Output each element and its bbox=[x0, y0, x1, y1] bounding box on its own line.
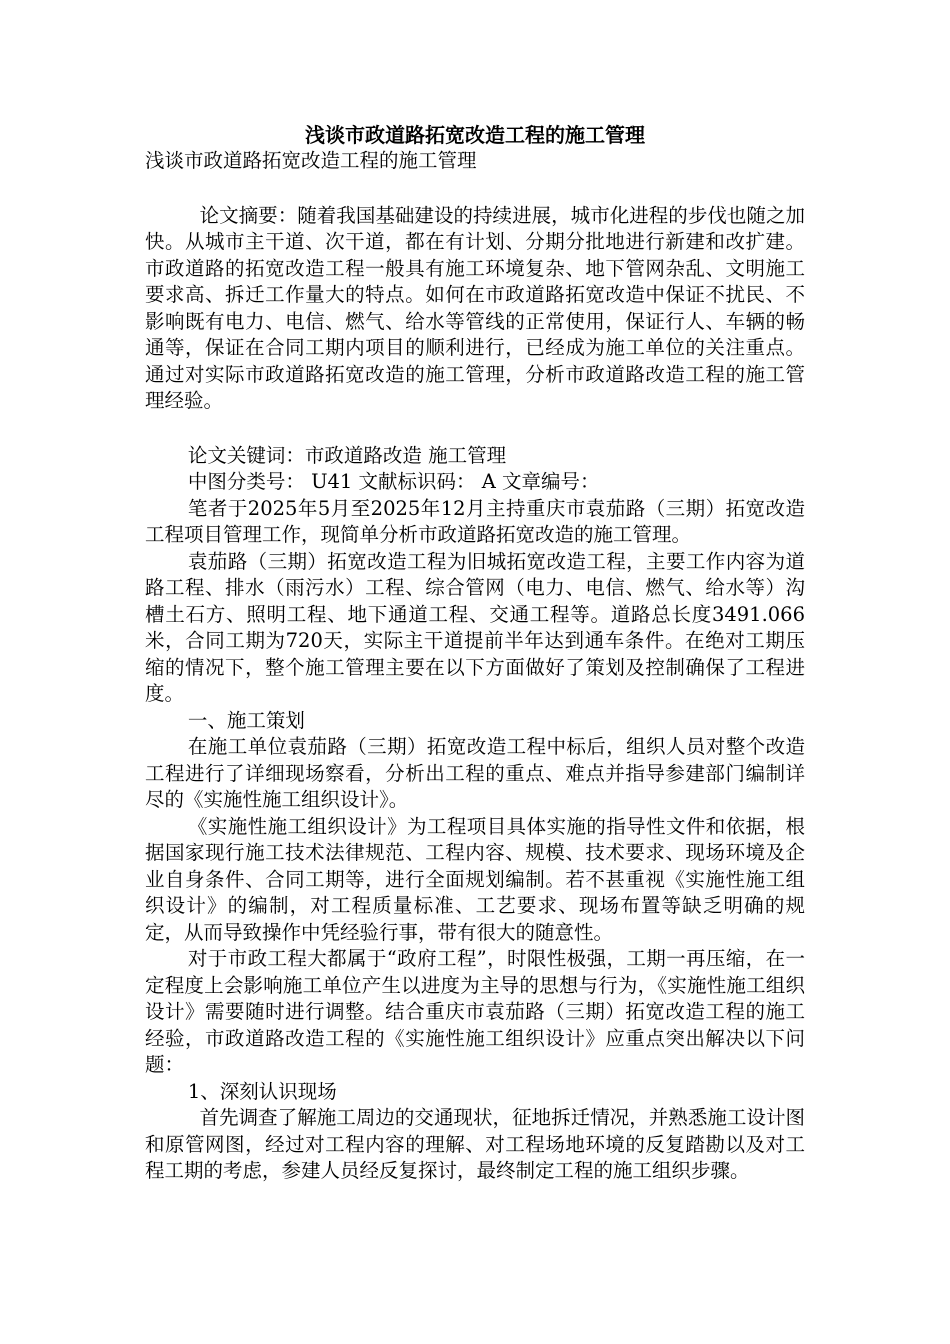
paragraph: 对于市政工程大都属于“政府工程”，时限性极强，工期一再压缩，在一定程度上会影响施工单位产生以进度为主导的思想与行为，《实施性施工组织设计》需要随时进行调整。结合重庆市袁茄路（三期）拓宽改造工程的施工经验，市政道路改造工程的《实施性施工组织设计》应重点突出解决以下问题： bbox=[145, 947, 805, 1076]
subsection-heading: 1、深刻认识现场 bbox=[187, 1079, 337, 1103]
abstract-paragraph: 论文摘要：随着我国基础建设的持续进展，城市化进程的步伐也随之加快。从城市主干道、次干道，都在有计划、分期分批地进行新建和改扩建。市政道路的拓宽改造工程一般具有施工环境复杂、地下管网杂乱、文明施工要求高、拆迁工作量大的特点。如何在市政道路拓宽改造中保证不扰民、不影响既有电力、电信、燃气、给水等管线的正常使用，保证行人、车辆的畅通等，保证在合同工期内项目的顺利进行，已经成为施工单位的关注重点。通过对实际市政道路拓宽改造的施工管理，分析市政道路改造工程的施工管理经验。 bbox=[145, 203, 805, 412]
paragraph: 笔者于2025年5月至2025年12月主持重庆市袁茄路（三期）拓宽改造工程项目管理工作，现简单分析市政道路拓宽改造的施工管理。 bbox=[145, 496, 805, 546]
paragraph: 在施工单位袁茄路（三期）拓宽改造工程中标后，组织人员对整个改造工程进行了详细现场察看，分析出工程的重点、难点并指导参建部门编制详尽的《实施性施工组织设计》。 bbox=[145, 735, 805, 811]
paragraph: 首先调查了解施工周边的交通现状，征地拆迁情况，并熟悉施工设计图和原管网图，经过对工程内容的理解、对工程场地环境的反复踏勘以及对工程工期的考虑，参建人员经反复探讨，最终制定工程的施工组织步骤。 bbox=[145, 1106, 805, 1182]
classification-line: 中图分类号： U41 文献标识码： A 文章编号： bbox=[187, 470, 600, 493]
section-heading: 一、施工策划 bbox=[187, 708, 305, 732]
spacer bbox=[145, 415, 805, 443]
spacer bbox=[145, 175, 805, 203]
keywords-line: 论文关键词：市政道路改造 施工管理 bbox=[187, 443, 507, 467]
document-subtitle: 浅谈市政道路拓宽改造工程的施工管理 bbox=[145, 149, 477, 172]
paragraph: 袁茄路（三期）拓宽改造工程为旧城拓宽改造工程，主要工作内容为道路工程、排水（雨污水）工程、综合管网（电力、电信、燃气、给水等）沟槽土石方、照明工程、地下通道工程、交通工程等。道路总长度3491.066米，合同工期为720天，实际主干道提前半年达到通车条件。在绝对工期压缩的情况下，整个施工管理主要在以下方面做好了策划及控制确保了工程进度。 bbox=[145, 549, 805, 705]
document-body bbox=[145, 148, 805, 1185]
document-title: 浅谈市政道路拓宽改造工程的施工管理 bbox=[305, 123, 645, 147]
paragraph: 《实施性施工组织设计》为工程项目具体实施的指导性文件和依据，根据国家现行施工技术法律规范、工程内容、规模、技术要求、现场环境及企业自身条件、合同工期等，进行全面规划编制。若不甚重视《实施性施工组织设计》的编制，对工程质量标准、工艺要求、现场布置等缺乏明确的规定，从而导致操作中凭经验行事，带有很大的随意性。 bbox=[145, 814, 805, 944]
